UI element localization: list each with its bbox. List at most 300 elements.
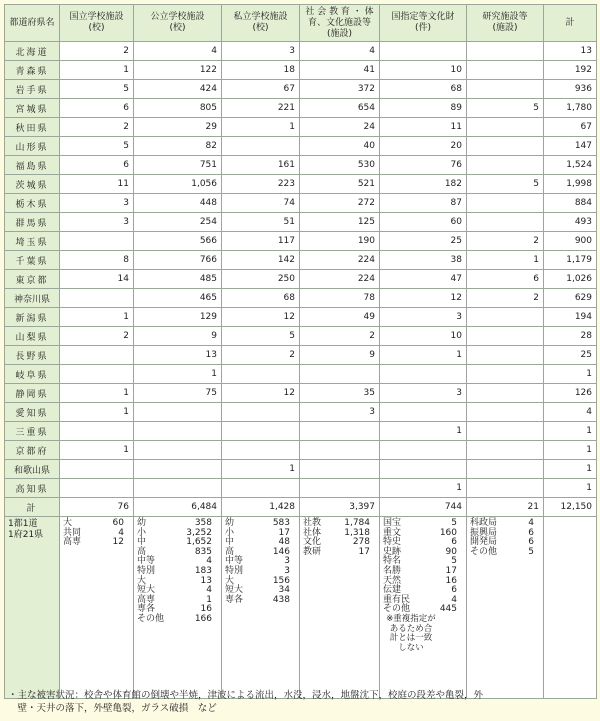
column-header: 社 会 教 育 ・ 体 育、文化施設等 (施設) (300, 5, 380, 42)
table-cell (222, 441, 300, 460)
breakdown-key: 大 (63, 518, 73, 528)
breakdown-key: 特別 (137, 565, 156, 576)
table-row (5, 403, 597, 422)
table-cell: 20 (380, 137, 467, 156)
table-cell: 224 (300, 251, 380, 270)
table-cell: 10 (380, 61, 467, 80)
table-cell: 161 (222, 156, 300, 175)
prefecture-name: 秋田県 (5, 118, 60, 137)
breakdown-value: 16 (445, 575, 457, 586)
breakdown-key: 中等 (225, 556, 244, 567)
table-cell: 221 (222, 99, 300, 118)
column-header: 研究施設等 (施設) (467, 5, 544, 42)
table-cell: 1 (222, 460, 300, 479)
breakdown-key: 天然 (383, 575, 402, 586)
cultural-note: ※重複指定が あるため合 計とは一致 しない (386, 613, 436, 653)
column-header: 公立学校施設 (校) (134, 5, 222, 42)
table-cell: 1 (134, 365, 222, 384)
breakdown-key: 史跡 (383, 546, 402, 557)
table-cell (467, 384, 544, 403)
breakdown-key: 文化 (303, 537, 322, 548)
table-cell (60, 232, 134, 251)
prefecture-name: 長野県 (5, 346, 60, 365)
table-cell: 254 (134, 213, 222, 232)
prefecture-name: 静岡県 (5, 384, 60, 403)
table-cell: 1 (544, 460, 597, 479)
column-header: 都道府県名 (5, 5, 60, 42)
breakdown-cell-national (60, 517, 134, 699)
table-row (5, 346, 597, 365)
table-cell: 5 (60, 80, 134, 99)
breakdown-key: 幼 (225, 518, 235, 528)
breakdown-item (303, 548, 376, 558)
table-cell: 465 (134, 289, 222, 308)
table-row (5, 460, 597, 479)
prefecture-name: 北海道 (5, 42, 60, 61)
total-cell: 12,150 (544, 498, 597, 517)
prefecture-name: 宮城県 (5, 99, 60, 118)
table-cell: 936 (544, 80, 597, 99)
breakdown-row (5, 517, 597, 699)
breakdown-value: 17 (358, 546, 370, 557)
table-cell: 1 (60, 403, 134, 422)
breakdown-value: 60 (112, 518, 124, 528)
breakdown-key: 短大 (137, 585, 156, 596)
breakdown-value: 4 (206, 556, 212, 567)
table-cell: 11 (60, 175, 134, 194)
breakdown-key: 振興局 (470, 527, 498, 538)
table-cell: 1 (60, 384, 134, 403)
table-cell (300, 422, 380, 441)
breakdown-value: 278 (352, 537, 370, 548)
table-cell: 2 (60, 118, 134, 137)
table-cell: 1 (380, 479, 467, 498)
table-cell: 68 (222, 289, 300, 308)
table-cell: 25 (380, 232, 467, 251)
table-row (5, 251, 597, 270)
table-cell: 3 (60, 213, 134, 232)
column-header: 国指定等文化財 (件) (380, 5, 467, 42)
table-cell: 192 (544, 61, 597, 80)
table-cell: 1 (60, 61, 134, 80)
breakdown-key: 科政局 (470, 518, 498, 528)
prefecture-name: 埼玉県 (5, 232, 60, 251)
breakdown-value: 3,252 (186, 527, 212, 538)
table-cell: 1,998 (544, 175, 597, 194)
breakdown-key: 名勝 (383, 565, 402, 576)
prefecture-name: 群馬県 (5, 213, 60, 232)
table-cell: 654 (300, 99, 380, 118)
table-row (5, 42, 597, 61)
table-body (5, 42, 597, 699)
table-cell: 122 (134, 61, 222, 80)
breakdown-value: 34 (278, 585, 290, 596)
table-cell: 75 (134, 384, 222, 403)
breakdown-value: 90 (445, 546, 457, 557)
breakdown-value: 1 (206, 594, 212, 605)
table-cell: 28 (544, 327, 597, 346)
column-header: 計 (544, 5, 597, 42)
table-cell: 766 (134, 251, 222, 270)
table-cell (134, 441, 222, 460)
breakdown-key: その他 (383, 604, 411, 615)
breakdown-key: その他 (470, 546, 498, 557)
breakdown-key: 重文 (383, 527, 402, 538)
table-cell (300, 460, 380, 479)
total-cell: 76 (60, 498, 134, 517)
breakdown-key: 幼 (137, 518, 147, 528)
table-cell: 4 (134, 42, 222, 61)
table-cell: 24 (300, 118, 380, 137)
table-cell: 147 (544, 137, 597, 156)
breakdown-value: 358 (194, 518, 212, 528)
table-cell (467, 194, 544, 213)
table-cell: 194 (544, 308, 597, 327)
table-cell: 3 (380, 384, 467, 403)
breakdown-value: 6 (528, 527, 534, 538)
table-cell: 6 (60, 156, 134, 175)
table-cell (467, 61, 544, 80)
table-cell: 9 (300, 346, 380, 365)
breakdown-key: 特名 (383, 556, 402, 567)
breakdown-item (137, 615, 218, 625)
prefecture-name: 青森県 (5, 61, 60, 80)
breakdown-key: 開発局 (470, 537, 498, 548)
breakdown-value: 583 (272, 518, 290, 528)
table-cell (467, 441, 544, 460)
table-row (5, 384, 597, 403)
breakdown-cell-cultural (380, 517, 467, 699)
table-cell: 1,780 (544, 99, 597, 118)
breakdown-value: 1,652 (186, 537, 212, 548)
table-cell (467, 213, 544, 232)
breakdown-key: 専各 (137, 604, 156, 615)
table-cell: 223 (222, 175, 300, 194)
table-cell (134, 403, 222, 422)
table-cell: 5 (60, 137, 134, 156)
prefecture-name: 高知県 (5, 479, 60, 498)
prefecture-name: 岐阜県 (5, 365, 60, 384)
table-cell: 485 (134, 270, 222, 289)
table-cell: 5 (467, 99, 544, 118)
prefecture-name: 福島県 (5, 156, 60, 175)
table-cell (60, 365, 134, 384)
total-cell: 21 (467, 498, 544, 517)
table-cell: 884 (544, 194, 597, 213)
table-cell: 6 (60, 99, 134, 118)
table-cell: 1 (544, 479, 597, 498)
table-cell: 11 (380, 118, 467, 137)
breakdown-key: 教研 (303, 546, 322, 557)
table-row (5, 422, 597, 441)
table-cell (60, 422, 134, 441)
table-cell (467, 327, 544, 346)
table-cell: 51 (222, 213, 300, 232)
breakdown-value: 166 (194, 613, 212, 624)
table-cell: 3 (60, 194, 134, 213)
table-cell (380, 365, 467, 384)
breakdown-key: 高専 (63, 537, 82, 548)
table-cell: 5 (467, 175, 544, 194)
table-cell: 76 (380, 156, 467, 175)
table-row (5, 213, 597, 232)
breakdown-cell-empty (544, 517, 597, 699)
breakdown-value: 6 (451, 537, 457, 548)
table-cell: 126 (544, 384, 597, 403)
table-cell (467, 42, 544, 61)
table-row (5, 80, 597, 99)
table-cell: 1,524 (544, 156, 597, 175)
table-row (5, 441, 597, 460)
breakdown-value: 156 (272, 575, 290, 586)
column-header: 国立学校施設 (校) (60, 5, 134, 42)
breakdown-key: 伝建 (383, 585, 402, 596)
breakdown-key: 社体 (303, 527, 322, 538)
breakdown-key: 社教 (303, 518, 322, 528)
table-cell (467, 422, 544, 441)
table-cell: 2 (467, 289, 544, 308)
prefecture-name: 東京都 (5, 270, 60, 289)
table-row (5, 479, 597, 498)
table-cell: 1 (380, 346, 467, 365)
table-cell (134, 460, 222, 479)
prefecture-name: 岩手県 (5, 80, 60, 99)
breakdown-key: 大 (137, 575, 147, 586)
table-cell: 12 (380, 289, 467, 308)
table-cell (467, 460, 544, 479)
table-cell: 190 (300, 232, 380, 251)
breakdown-key: 共同 (63, 527, 82, 538)
table-cell (380, 42, 467, 61)
table-cell: 2 (300, 327, 380, 346)
table-cell: 89 (380, 99, 467, 118)
table-cell: 8 (60, 251, 134, 270)
breakdown-label: 1都1道 1府21県 (5, 517, 60, 699)
table-row (5, 308, 597, 327)
table-cell (134, 479, 222, 498)
table-cell: 493 (544, 213, 597, 232)
prefecture-name: 山形県 (5, 137, 60, 156)
prefecture-name: 栃木県 (5, 194, 60, 213)
table-cell: 182 (380, 175, 467, 194)
breakdown-item (470, 548, 540, 558)
table-cell: 4 (300, 42, 380, 61)
table-cell (467, 479, 544, 498)
table-cell: 6 (467, 270, 544, 289)
header-row (5, 5, 597, 42)
table-cell: 1 (544, 365, 597, 384)
breakdown-value: 445 (439, 604, 457, 615)
table-cell: 9 (134, 327, 222, 346)
breakdown-key: 中等 (137, 556, 156, 567)
table-cell: 1,026 (544, 270, 597, 289)
breakdown-value: 5 (451, 518, 457, 528)
breakdown-value: 4 (451, 594, 457, 605)
prefecture-name: 千葉県 (5, 251, 60, 270)
table-cell (222, 365, 300, 384)
table-cell (222, 422, 300, 441)
breakdown-value: 835 (194, 546, 212, 557)
table-cell: 751 (134, 156, 222, 175)
prefecture-name: 愛知県 (5, 403, 60, 422)
table-cell: 521 (300, 175, 380, 194)
breakdown-item (63, 538, 130, 548)
table-cell: 1,179 (544, 251, 597, 270)
breakdown-key: 特史 (383, 537, 402, 548)
breakdown-key: 専各 (225, 594, 244, 605)
table-cell: 67 (544, 118, 597, 137)
breakdown-value: 13 (200, 575, 212, 586)
table-cell: 424 (134, 80, 222, 99)
breakdown-value: 16 (200, 604, 212, 615)
breakdown-value: 5 (528, 546, 534, 557)
breakdown-key: 小 (225, 527, 235, 538)
breakdown-value: 17 (445, 565, 457, 576)
table-cell (467, 403, 544, 422)
table-cell: 13 (544, 42, 597, 61)
table-cell: 1 (222, 118, 300, 137)
table-cell: 47 (380, 270, 467, 289)
breakdown-cell-research (467, 517, 544, 699)
table-cell (467, 308, 544, 327)
table-cell: 1 (60, 308, 134, 327)
table-cell: 224 (300, 270, 380, 289)
table-cell: 1 (544, 422, 597, 441)
table-cell (467, 346, 544, 365)
table-cell: 1 (467, 251, 544, 270)
table-cell: 3 (222, 42, 300, 61)
table-cell (222, 137, 300, 156)
breakdown-key: 重有民 (383, 594, 411, 605)
table-cell: 2 (467, 232, 544, 251)
table-cell: 35 (300, 384, 380, 403)
table-row (5, 99, 597, 118)
table-cell: 13 (134, 346, 222, 365)
table-cell: 87 (380, 194, 467, 213)
table-cell (60, 289, 134, 308)
breakdown-cell-private (222, 517, 300, 699)
table-row (5, 118, 597, 137)
breakdown-value: 4 (528, 518, 534, 528)
table-row (5, 175, 597, 194)
breakdown-value: 183 (194, 565, 212, 576)
table-cell: 2 (222, 346, 300, 365)
breakdown-value: 146 (272, 546, 290, 557)
table-row (5, 365, 597, 384)
breakdown-value: 12 (112, 537, 124, 548)
footer-note (8, 689, 594, 715)
table-cell (467, 156, 544, 175)
table-cell (467, 365, 544, 384)
table-cell: 129 (134, 308, 222, 327)
prefecture-name: 山梨県 (5, 327, 60, 346)
column-header: 私立学校施設 (校) (222, 5, 300, 42)
prefecture-name: 茨城県 (5, 175, 60, 194)
table-cell: 3 (300, 403, 380, 422)
breakdown-value: 6 (451, 585, 457, 596)
damage-table (4, 4, 597, 699)
prefecture-name: 和歌山県 (5, 460, 60, 479)
table-cell (380, 460, 467, 479)
table-cell: 38 (380, 251, 467, 270)
prefecture-name: 神奈川県 (5, 289, 60, 308)
breakdown-key: 中 (225, 537, 235, 548)
table-cell (222, 403, 300, 422)
total-cell: 744 (380, 498, 467, 517)
table-cell: 40 (300, 137, 380, 156)
total-cell: 1,428 (222, 498, 300, 517)
breakdown-key: 中 (137, 537, 147, 548)
total-cell: 3,397 (300, 498, 380, 517)
table-cell: 900 (544, 232, 597, 251)
table-cell: 25 (544, 346, 597, 365)
breakdown-key: 高 (225, 546, 235, 557)
breakdown-key: 高 (137, 546, 147, 557)
table-row (5, 156, 597, 175)
table-cell: 67 (222, 80, 300, 99)
breakdown-key: 特別 (225, 565, 244, 576)
breakdown-key: その他 (137, 613, 165, 624)
table-cell: 3 (380, 308, 467, 327)
table-cell: 448 (134, 194, 222, 213)
table-cell (467, 137, 544, 156)
footer-text: ・主な被害状況：校舎や体育館の倒壊や半焼，津波による流出，水没，浸水，地盤沈下，校庭の段差や亀裂，外 壁・天井の落下，外壁亀裂，ガラス破損 など (8, 690, 484, 714)
table-cell: 60 (380, 213, 467, 232)
table-row (5, 137, 597, 156)
table-cell: 10 (380, 327, 467, 346)
breakdown-value: 6 (528, 537, 534, 548)
table-cell (300, 479, 380, 498)
breakdown-value: 1,784 (344, 518, 370, 528)
table-cell: 12 (222, 384, 300, 403)
breakdown-value: 160 (439, 527, 457, 538)
breakdown-value: 3 (284, 565, 290, 576)
table-cell: 125 (300, 213, 380, 232)
breakdown-item (225, 596, 296, 606)
prefecture-name: 三重県 (5, 422, 60, 441)
total-cell: 6,484 (134, 498, 222, 517)
table-cell (60, 460, 134, 479)
table-cell: 372 (300, 80, 380, 99)
breakdown-cell-social (300, 517, 380, 699)
table-row (5, 61, 597, 80)
table-cell (60, 346, 134, 365)
table-cell: 142 (222, 251, 300, 270)
breakdown-value: 48 (278, 537, 290, 548)
table-cell: 1 (60, 441, 134, 460)
table-cell (380, 403, 467, 422)
breakdown-key: 国宝 (383, 518, 402, 528)
table-cell: 530 (300, 156, 380, 175)
table-cell: 18 (222, 61, 300, 80)
table-cell: 68 (380, 80, 467, 99)
table-cell: 566 (134, 232, 222, 251)
total-label: 計 (5, 498, 60, 517)
table-cell: 2 (60, 42, 134, 61)
table-cell: 4 (544, 403, 597, 422)
breakdown-value: 438 (272, 594, 290, 605)
breakdown-value: 3 (284, 556, 290, 567)
table-cell: 74 (222, 194, 300, 213)
table-cell: 29 (134, 118, 222, 137)
table-cell (222, 479, 300, 498)
table-cell: 1 (380, 422, 467, 441)
table-row (5, 289, 597, 308)
table-cell (380, 441, 467, 460)
table-cell: 5 (222, 327, 300, 346)
table-cell (60, 479, 134, 498)
table-cell (467, 118, 544, 137)
